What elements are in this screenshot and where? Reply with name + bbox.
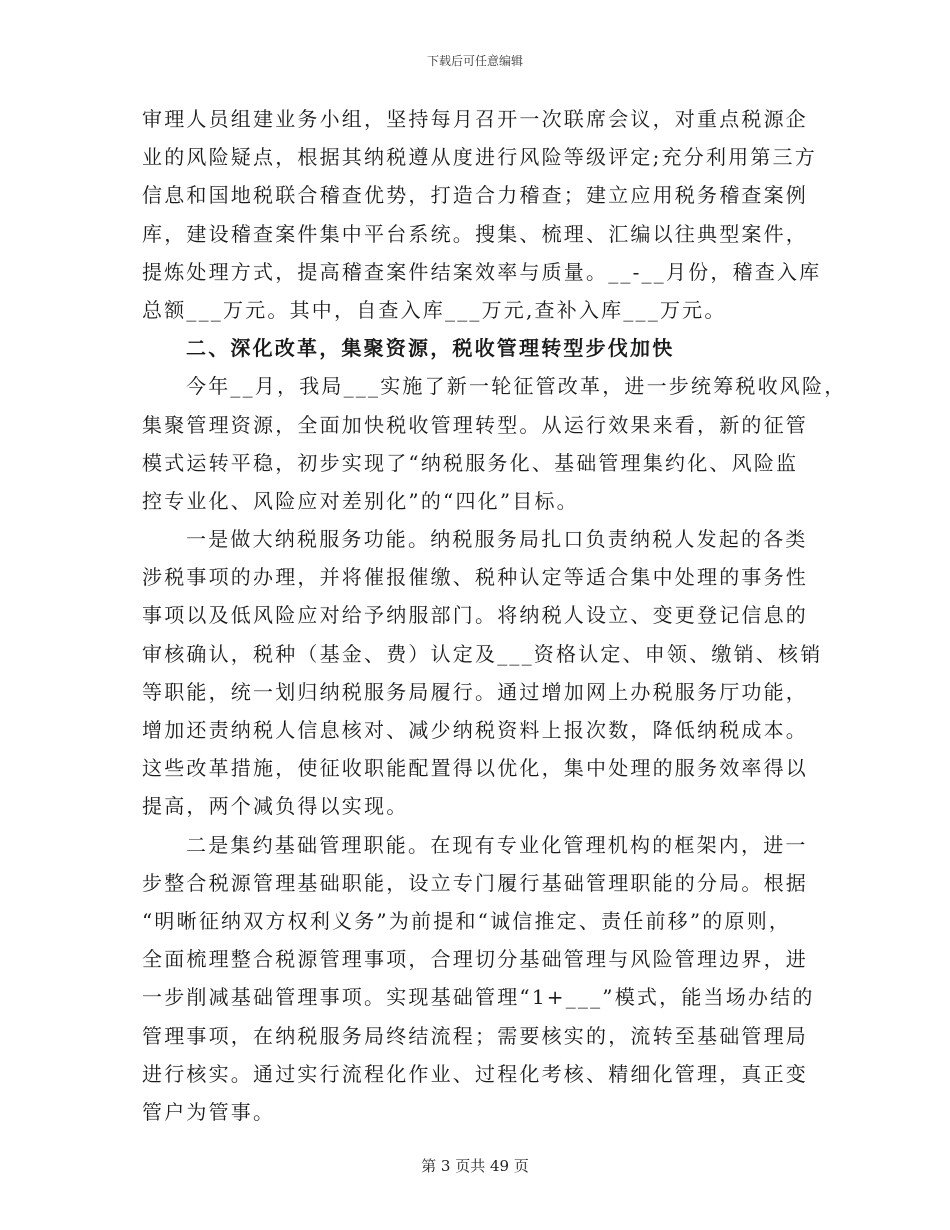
- body-text-line: 信息和国地税联合稽查优势，打造合力稽查；建立应用税务稽查案例: [142, 183, 808, 208]
- body-text-line: 全面梳理整合税源管理事项，合理切分基础管理与风险管理边界，进: [142, 947, 808, 972]
- body-text-line: 进行核实。通过实行流程化作业、过程化考核、精细化管理，真正变: [142, 1061, 808, 1086]
- body-text-line: 二是集约基础管理职能。在现有专业化管理机构的框架内，进一: [186, 832, 808, 857]
- body-text-line: 模式运转平稳，初步实现了“纳税服务化、基础管理集约化、风险监: [142, 450, 799, 475]
- body-text-line: “明晰征纳双方权利义务”为前提和“诚信推定、责任前移”的原则，: [142, 908, 792, 933]
- body-text-line: 审理人员组建业务小组，坚持每月召开一次联席会议，对重点税源企: [142, 107, 808, 131]
- page-header: 下载后可任意编辑: [426, 54, 523, 68]
- body-text-line: 步整合税源管理基础职能，设立专门履行基础管理职能的分局。根据: [142, 870, 808, 895]
- body-text-line: 库，建设稽查案件集中平台系统。搜集、梳理、汇编以往典型案件，: [142, 221, 808, 246]
- section-heading: 二、深化改革，集聚资源，税收管理转型步伐加快: [186, 336, 675, 361]
- body-text-line: 今年__月，我局___实施了新一轮征管改革，进一步统筹税收风险，: [186, 374, 847, 399]
- body-text-line: 增加还责纳税人信息核对、减少纳税资料上报次数，降低纳税成本。: [142, 718, 808, 742]
- body-text-line: 这些改革措施，使征收职能配置得以优化，集中处理的服务效率得以: [142, 756, 808, 781]
- body-text-line: 审核确认，税种（基金、费）认定及___资格认定、申领、缴销、核销: [142, 641, 823, 666]
- body-text-line: 提高，两个减负得以实现。: [142, 794, 409, 819]
- body-text-line: 事项以及低风险应对给予纳服部门。将纳税人设立、变更登记信息的: [142, 603, 808, 628]
- body-text-line: 提炼处理方式，提高稽查案件结案效率与质量。__-__月份，稽查入库: [142, 259, 822, 284]
- body-text-line: 管户为管事。: [142, 1099, 276, 1124]
- document-body: [142, 100, 847, 1131]
- page-number-footer: 第 3 页共 49 页: [421, 1157, 529, 1175]
- body-text-line: 涉税事项的办理，并将催报催缴、税种认定等适合集中处理的事务性: [142, 565, 808, 590]
- body-text-line: 业的风险疑点，根据其纳税遵从度进行风险等级评定;充分利用第三方: [142, 145, 817, 170]
- body-text-line: 等职能，统一划归纳税服务局履行。通过增加网上办税服务厅功能，: [142, 679, 808, 704]
- body-text-line: 集聚管理资源，全面加快税收管理转型。从运行效果来看，新的征管: [142, 412, 808, 437]
- body-text-line: 管理事项，在纳税服务局终结流程；需要核实的，流转至基础管理局: [142, 1023, 808, 1048]
- body-text-line: 控专业化、风险应对差别化”的“四化”目标。: [142, 488, 579, 513]
- body-text-line: 总额___万元。其中，自查入库___万元,查补入库___万元。: [142, 297, 727, 322]
- body-text-line: 一是做大纳税服务功能。纳税服务局扎口负责纳税人发起的各类: [186, 527, 808, 552]
- body-text-line: 一步削减基础管理事项。实现基础管理“1+___”模式，能当场办结的: [142, 985, 815, 1010]
